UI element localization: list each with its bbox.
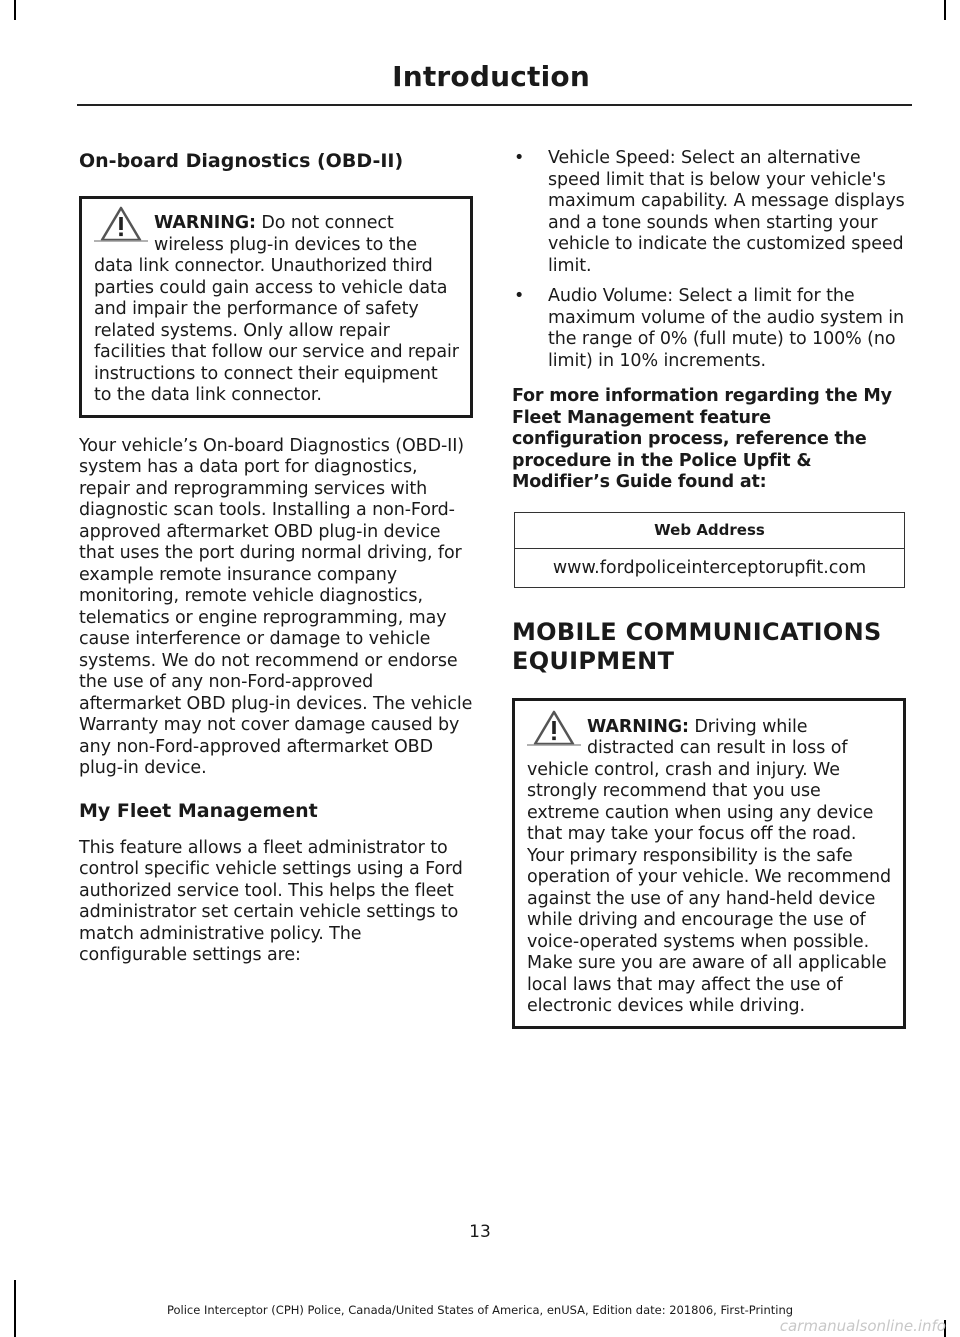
right-column: [512, 148, 906, 1047]
bullet-marker: •: [514, 286, 525, 306]
list-item: [512, 286, 906, 372]
distraction-warning-box: [512, 698, 906, 1029]
mobile-comm-heading-line2: EQUIPMENT: [512, 646, 675, 675]
page-number: 13: [469, 1222, 491, 1242]
web-address-cell: www.fordpoliceinterceptorupfit.com: [515, 548, 905, 587]
obd-heading: On-board Diagnostics (OBD-II): [79, 150, 404, 172]
warning-label: WARNING:: [587, 716, 689, 737]
bullet-text: Audio Volume: Select a limit for the maximum volume of the audio system in the range of 0% (full mute) to 100% (no limit) in 10% increments.: [548, 286, 904, 371]
web-address-table: [514, 512, 905, 588]
table-header: Web Address: [515, 512, 905, 548]
page-title: Introduction: [392, 60, 590, 93]
bullet-text: Vehicle Speed: Select an alternative speed limit that is below your vehicle's maximum capability. A message displays and a tone sounds when starting your vehicle to indicate the customized speed limit.: [548, 148, 905, 276]
crop-mark-top-right: [944, 0, 946, 20]
warning-label: WARNING:: [154, 213, 256, 233]
fleet-management-paragraph: This feature allows a fleet administrator to control specific vehicle settings using a Ford authorized service tool. This helps the fleet administrator set certain vehicle settings to match administrative policy. The configurable settings are:: [79, 837, 463, 965]
watermark: carmanualsonline.info: [779, 1317, 946, 1335]
warning-text: Driving while distracted can result in loss of vehicle control, crash and injury. We strongly recommend that you use extreme caution when using any device that may take your focus off the road. Your primary responsibility is the safe operation of your vehicle. We recommend against the use of any hand-held device while driving and encourage the use of voice-operated systems when possible. Make sure you are aware of all applicable local laws that may affect the use of electronic devices while driving.: [527, 716, 892, 1016]
crop-mark-top-left: [14, 0, 16, 20]
left-column: [79, 148, 473, 981]
settings-list: [512, 148, 906, 372]
footer-edition-info: Police Interceptor (CPH) Police, Canada/United States of America, enUSA, Edition date: 201806, First-Printing: [166, 1303, 794, 1317]
obd-warning-box: [79, 196, 473, 418]
upfit-guide-intro: For more information regarding the My Fleet Management feature configuration process, reference the procedure in the Police Upfit & Modifier’s Guide found at:: [512, 386, 892, 492]
warning-triangle-icon: [92, 205, 150, 243]
bullet-marker: •: [514, 148, 525, 168]
warning-triangle-icon: [525, 709, 583, 747]
list-item: [512, 148, 906, 277]
mobile-comm-heading: MOBILE COMMUNICATIONS: [512, 617, 882, 646]
fleet-management-heading: My Fleet Management: [79, 799, 318, 822]
header-divider: [77, 104, 912, 106]
obd-paragraph: Your vehicle’s On-board Diagnostics (OBD-II) system has a data port for diagnostics, repair and reprogramming services with diagnostic scan tools. Installing a non-Ford-approved aftermarket OBD plug-in device that uses the port during normal driving, for example remote insurance company monitoring, remote vehicle diagnostics, telematics or engine reprogramming, may cause interference or damage to vehicle systems. We do not recommend or endorse the use of any non-Ford-approved aftermarket OBD plug-in devices. The vehicle Warranty may not cover damage caused by any non-Ford-approved aftermarket OBD plug-in device.: [79, 435, 473, 778]
warning-text: Do not connect wireless plug-in devices to the data link connector. Unauthorized third parties could gain access to vehicle data and impair the performance of safety related systems. Only allow repair facilities that follow our service and repair instructions to connect their equipment to the data link connector.: [94, 213, 459, 405]
